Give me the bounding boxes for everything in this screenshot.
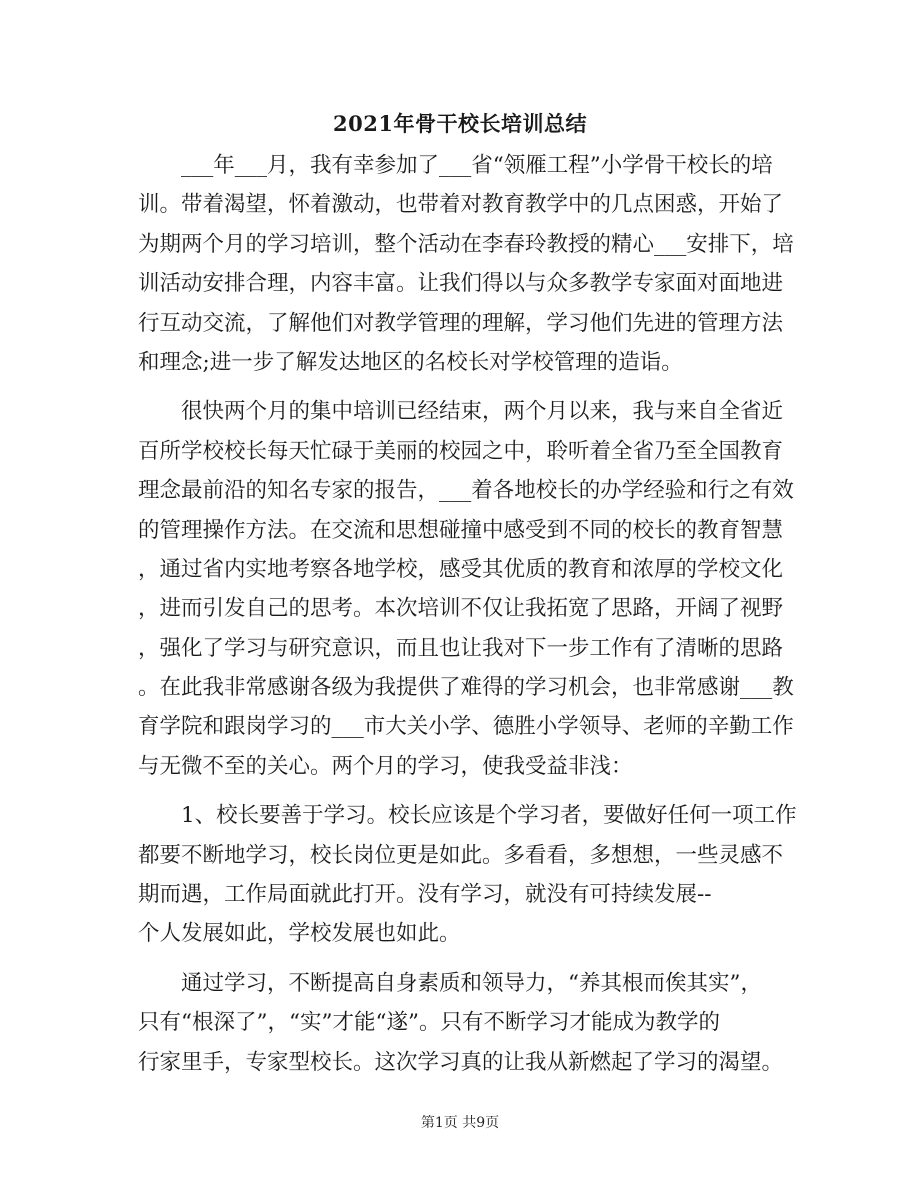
text-line: ，进而引发自己的思考。本次培训不仅让我拓宽了思路，开阔了视野 (138, 596, 784, 622)
text-line: ，通过省内实地考察各地学校，感受其优质的教育和浓厚的学校文化 (138, 556, 784, 582)
text-line: 为期两个月的学习培训，整个活动在李春玲教授的精心___安排下，培 (138, 231, 794, 257)
document-body (138, 146, 797, 1082)
text-line: 只有“根深了”，“实”才能“遂”。只有不断学习才能成为教学的 (138, 1010, 720, 1036)
paragraph-4 (138, 964, 788, 1082)
text-line: 百所学校校长每天忙碌于美丽的校园之中，聆听着全省乃至全国教育 (138, 438, 784, 464)
page-number-footer: 第1页 共9页 (420, 1115, 500, 1131)
text-line: ，强化了学习与研究意识，而且也让我对下一步工作有了清晰的思路 (138, 635, 784, 661)
text-line: 训。带着渴望，怀着激动，也带着对教育教学中的几点困惑，开始了 (138, 192, 784, 218)
document-title: 2021年骨干校长培训总结 (333, 111, 587, 136)
text-line: 1、校长要善于学习。校长应该是个学习者，要做好任何一项工作 (181, 803, 797, 829)
text-line: 很快两个月的集中培训已经结束，两个月以来，我与来自全省近 (181, 399, 784, 425)
text-line: 育学院和跟岗学习的___市大关小学、德胜小学领导、老师的辛勤工作 (138, 714, 794, 740)
text-line: 和理念;进一步了解发达地区的名校长对学校管理的造诣。 (138, 349, 683, 375)
text-line: 行互动交流，了解他们对教学管理的理解，学习他们先进的管理方法 (138, 310, 784, 336)
paragraph-3 (138, 796, 797, 954)
paragraph-2 (138, 392, 794, 786)
text-line: 理念最前沿的知名专家的报告，___着各地校长的办学经验和行之有效 (138, 478, 794, 504)
text-line: 行家里手，专家型校长。这次学习真的让我从新燃起了学习的渴望。 (138, 1049, 784, 1075)
text-line: 期而遇，工作局面就此打开。没有学习，就没有可持续发展-- (138, 882, 712, 908)
text-line: 都要不断地学习，校长岗位更是如此。多看看，多想想，一些灵感不 (138, 842, 784, 868)
paragraph-1 (138, 146, 794, 382)
text-line: 训活动安排合理，内容丰富。让我们得以与众多教学专家面对面地进 (138, 271, 784, 297)
text-line: ___年___月，我有幸参加了___省“领雁工程”小学骨干校长的培 (181, 153, 773, 178)
text-line: 。在此我非常感谢各级为我提供了难得的学习机会，也非常感谢___教 (138, 675, 794, 701)
text-line: 通过学习，不断提高自身素质和领导力，“养其根而俟其实”， (181, 970, 762, 996)
text-line: 与无微不至的关心。两个月的学习，使我受益非浅： (138, 753, 633, 779)
text-line: 的管理操作方法。在交流和思想碰撞中感受到不同的校长的教育智慧 (138, 517, 784, 543)
text-line: 个人发展如此，学校发展也如此。 (138, 921, 461, 947)
